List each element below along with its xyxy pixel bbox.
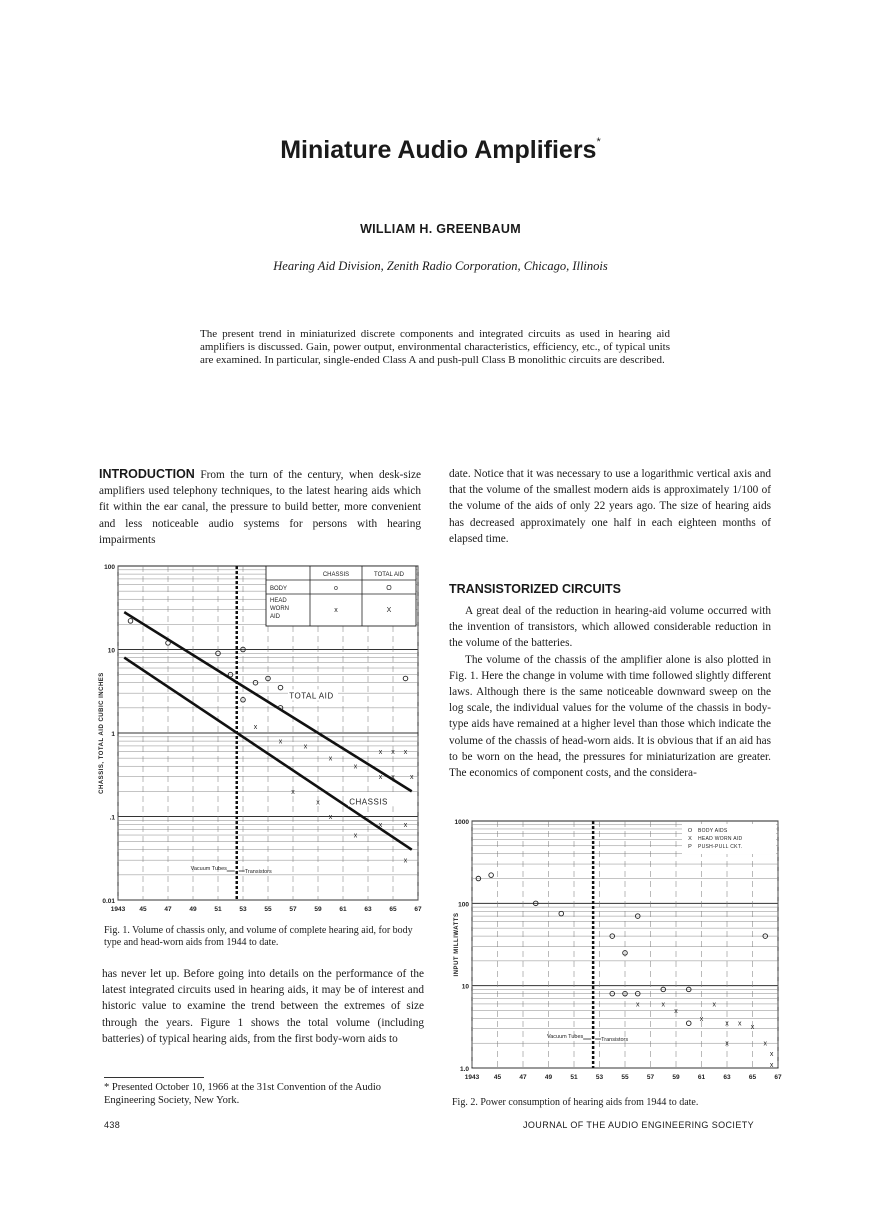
- annotation-vacuum-tubes: Vacuum Tubes: [190, 866, 227, 872]
- data-point-head-worn: x: [378, 822, 383, 830]
- data-point-body: [489, 873, 494, 878]
- data-point-head-worn: x: [725, 1020, 729, 1028]
- author-name: WILLIAM H. GREENBAUM: [360, 222, 521, 236]
- y-tick-label: 1: [111, 731, 115, 738]
- figure-1-chart: [96, 560, 426, 920]
- abstract: The present trend in miniaturized discrete components and integrated circuits as used in hearing aid amplifiers is discussed. Gain, power output, environmental characteristics, efficiency, etc., of typical units are examined. In particular, single-ended Class A and push-pull Class B monolithic circuits are described.: [200, 328, 670, 366]
- data-point-head-worn: x: [699, 1015, 704, 1023]
- annotation-transistors: Transistors: [601, 1037, 629, 1043]
- data-point-head-worn: x: [253, 723, 258, 731]
- x-tick-label: 57: [646, 1074, 655, 1081]
- x-tick-label: 49: [189, 906, 197, 913]
- data-point-head-worn: x: [303, 743, 308, 751]
- annotation-vacuum-tubes: Vacuum Tubes: [546, 1034, 584, 1040]
- x-tick-label: 57: [289, 906, 297, 913]
- data-point-body: [559, 911, 564, 916]
- y-tick-label: 100: [458, 901, 469, 909]
- x-tick-label: 45: [493, 1074, 502, 1081]
- data-point-head-worn: x: [403, 749, 408, 757]
- data-point-head-worn: x: [750, 1023, 755, 1031]
- x-tick-label: 59: [672, 1074, 680, 1081]
- legend-row-label: AID: [270, 614, 281, 620]
- y-tick-label: 0.01: [102, 898, 115, 905]
- right-intro-text: date. Notice that it was necessary to use a logarithmic vertical axis and that the volume of the smallest modern aids is approximately 1/100 of the volume of the aids of only 22 years ago. The size of hearing aids has decreased approximately one half in each eighteen months of elapsed time.: [449, 468, 771, 545]
- data-point-head-worn: x: [378, 749, 383, 757]
- legend-symbol: O: [386, 585, 392, 592]
- left-continued-text: has never let up. Before going into details on the performance of the latest integrated circuits used in hearing aids, it may be of interest and historic value to examine the trend between the extremes of size through the years. Figure 1 shows the total volume (including batteries) of typical hearing aids, from the first body-worn aids to: [102, 968, 424, 1045]
- x-tick-label: 45: [139, 906, 147, 913]
- legend-symbol: P: [688, 844, 692, 850]
- intro-paragraph: [99, 466, 421, 548]
- data-point-head-worn: x: [353, 763, 358, 771]
- x-tick-label: 65: [389, 906, 397, 913]
- paper-title: [0, 136, 881, 165]
- intro-text: From the turn of the century, when desk-size amplifiers used telephony techniques, to the latest hearing aids which fit within the ear canal, the pressure to build better, more convenient and less noticeable audio systems for persons with hearing impairments: [99, 469, 421, 546]
- legend-header-total: TOTAL AID: [374, 572, 404, 578]
- x-tick-label: 51: [570, 1074, 578, 1081]
- y-tick-label: .1: [109, 814, 115, 822]
- figure-2-chart: [452, 812, 782, 1088]
- data-point-head-worn: x: [278, 738, 283, 746]
- page-number: 438: [104, 1120, 121, 1130]
- x-tick-label: 55: [621, 1074, 629, 1081]
- data-point-head-worn: x: [769, 1062, 774, 1070]
- data-point-head-worn: x: [328, 814, 333, 821]
- data-point-head-worn: x: [769, 1051, 774, 1059]
- data-point-head-worn: x: [353, 832, 358, 840]
- line-label-chassis: CHASSIS: [349, 797, 388, 807]
- footnote: * Presented October 10, 1966 at the 31st Convention of the Audio Engineering Society, New York.: [104, 1082, 382, 1106]
- y-tick-label: 10: [107, 647, 115, 655]
- x-tick-label: 61: [339, 906, 347, 913]
- legend-symbol: o: [334, 585, 338, 592]
- data-point-head-worn: x: [674, 1007, 678, 1015]
- journal-name: JOURNAL OF THE AUDIO ENGINEERING SOCIETY: [523, 1120, 755, 1130]
- transistor-heading: TRANSISTORIZED CIRCUITS: [449, 582, 621, 596]
- data-point-head-worn: x: [636, 1001, 640, 1009]
- data-point-head-worn: x: [410, 774, 414, 782]
- x-tick-label: 67: [774, 1074, 782, 1081]
- transistor-section: [449, 603, 771, 781]
- intro-heading: INTRODUCTION: [99, 467, 195, 481]
- y-tick-label: 100: [104, 564, 115, 571]
- legend-symbol: X: [386, 607, 392, 614]
- figure-1-caption: Fig. 1. Volume of chassis only, and volume of complete hearing aid, for body type and head-worn aids from 1944 to date.: [104, 925, 413, 948]
- data-point-head-worn: x: [661, 1001, 665, 1009]
- y-tick-label: 1.0: [459, 1066, 469, 1073]
- y-tick-label: 10: [461, 983, 469, 991]
- data-point-head-worn: x: [725, 1040, 729, 1048]
- legend-row-label: WORN: [270, 606, 289, 612]
- data-point-head-worn: x: [316, 799, 320, 807]
- data-point-head-worn: x: [328, 755, 333, 763]
- x-tick-label: 47: [164, 906, 172, 913]
- legend-label: BODY AIDS: [698, 828, 728, 834]
- legend-symbol: X: [688, 836, 692, 842]
- data-point-head-worn: x: [738, 1020, 742, 1028]
- y-tick-label: 1000: [454, 819, 469, 826]
- x-tick-label: 59: [314, 906, 322, 913]
- line-label-total-aid: TOTAL AID: [289, 691, 334, 701]
- x-tick-label: 47: [519, 1074, 527, 1081]
- x-tick-label: 65: [748, 1074, 757, 1081]
- legend-row-label: BODY: [270, 586, 288, 592]
- legend-row-label: HEAD: [270, 598, 287, 604]
- data-point-head-worn: x: [403, 822, 408, 830]
- data-point-body: [686, 1021, 691, 1026]
- affiliation: Hearing Aid Division, Zenith Radio Corporation, Chicago, Illinois: [273, 259, 608, 273]
- y-axis-label: CHASSIS, TOTAL AID CUBIC INCHES: [99, 672, 105, 794]
- x-tick-label: 53: [595, 1074, 604, 1081]
- x-tick-label: 63: [364, 906, 372, 913]
- data-point-body: [403, 676, 408, 681]
- transistor-paragraph-2: The volume of the chassis of the amplifier alone is also plotted in Fig. 1. Here the change in volume with time followed slightly different laws. Although there is the same noticeable downward sweep on the log scale, the individual values for the volume of the chassis in body-type aids have remained at a higher level than those which indicate the volume of the chassis of head-worn aids. It is obvious that if an aid has to be worn on the head, the pressures for miniaturization are greater. The economics of component costs, and the considera-: [449, 653, 771, 780]
- annotation-transistors: Transistors: [244, 869, 272, 875]
- x-tick-label: 51: [214, 906, 222, 913]
- figure-2-caption: Fig. 2. Power consumption of hearing aids from 1944 to date.: [452, 1097, 699, 1108]
- data-point-head-worn: x: [378, 774, 383, 782]
- data-point-body: [128, 619, 133, 624]
- x-tick-label: 49: [544, 1074, 553, 1081]
- x-tick-label: 53: [239, 906, 247, 913]
- legend-header-chassis: CHASSIS: [322, 572, 350, 578]
- transistor-paragraph-1: A great deal of the reduction in hearing-aid volume occurred with the invention of transistors, which allowed considerable reduction in the volume of the batteries.: [449, 605, 771, 650]
- data-point-head-worn: x: [763, 1040, 767, 1048]
- data-point-body: [278, 685, 283, 690]
- data-point-head-worn: x: [403, 857, 408, 865]
- x-tick-label: 55: [264, 906, 272, 913]
- data-point-head-worn: x: [391, 774, 395, 782]
- x-tick-label: 63: [723, 1074, 731, 1081]
- title-footnote-mark: *: [596, 136, 601, 148]
- legend-symbol: x: [334, 607, 338, 614]
- x-tick-label: 61: [697, 1074, 706, 1081]
- legend-label: HEAD WORN AID: [698, 836, 743, 842]
- legend-label: PUSH-PULL CKT.: [698, 844, 743, 850]
- x-tick-label: 67: [414, 906, 422, 913]
- data-point-head-worn: x: [712, 1001, 716, 1009]
- y-axis-label: INPUT MILLIWATTS: [454, 912, 460, 977]
- data-point-head-worn: x: [291, 788, 295, 796]
- x-tick-label: 1943: [110, 906, 126, 913]
- data-point-head-worn: x: [391, 749, 395, 757]
- x-tick-label: 1943: [464, 1074, 480, 1081]
- footnote-rule: [104, 1077, 204, 1078]
- legend-symbol: O: [687, 828, 693, 834]
- title-text: Miniature Audio Amplifiers: [280, 136, 597, 164]
